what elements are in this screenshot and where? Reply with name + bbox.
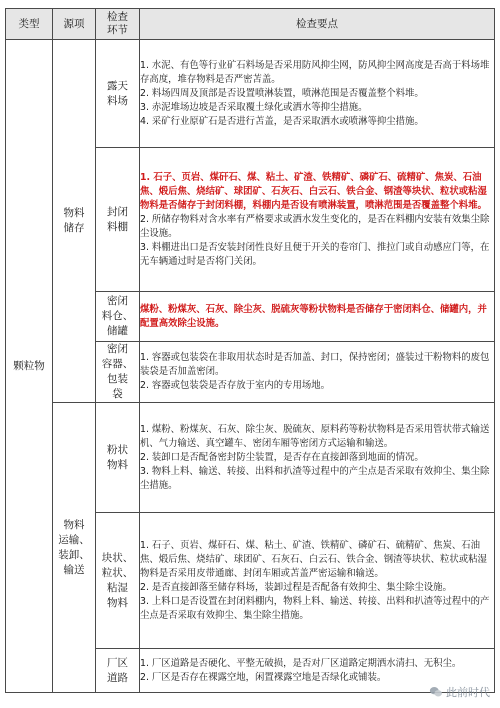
header-points: 检查要点 (140, 9, 495, 40)
header-source: 源项 (53, 9, 96, 40)
env-road: 厂区 道路 (96, 649, 140, 693)
point-text: 1. 厂区道路是否硬化、平整无破损，是否对厂区道路定期洒水清扫、无积尘。 (140, 657, 462, 669)
point-text: 2. 装卸口是否配备密封防尘装置，是否存在直接卸落到地面的情况。 (140, 451, 424, 463)
point-text-highlight: 煤粉、粉煤灰、石灰、除尘灰、脱硫灰等粉状物料是否储存于密闭料仓、储罐内，并配置高效除尘设施。 (140, 303, 487, 329)
source-transport: 物料 运输、 装卸、 输送 (53, 403, 96, 693)
point-text: 3. 物料上料、输送、转接、出料和扒渣等过程中的产尘点是否采取有效抑尘、集尘除尘措施。 (140, 465, 490, 491)
point-text: 3. 料棚进出口是否安装封闭性良好且便于开关的卷帘门、推拉门或自动感应门等，在无车辆通过时是否将门关闭。 (140, 241, 490, 267)
points-powder (140, 403, 495, 513)
points-lump (140, 513, 495, 649)
env-silo: 密闭 料仓、 储罐 (96, 292, 140, 342)
header-env: 检查 环节 (96, 9, 140, 40)
point-text: 3. 赤泥堆场边坡是否采取覆土绿化或洒水等抑尘措施。 (140, 101, 368, 113)
table-row (6, 403, 495, 513)
source-storage: 物料 储存 (53, 40, 96, 403)
point-text: 1. 水泥、有色等行业矿石料场是否采用防风抑尘网，防风抑尘网高度是否高于料场堆存高度，堆存物料是否严密苫盖。 (140, 59, 490, 85)
point-text: 2. 料场四周及顶部是否设置喷淋装置，喷淋范围是否覆盖整个料堆。 (140, 87, 424, 99)
point-text: 2. 容器或包装袋是否存放于室内的专用场地。 (140, 380, 331, 391)
point-text: 2. 所储存物料对含水率有严格要求或洒水发生变化的，是否在料棚内安装有效集尘除尘设施。 (140, 213, 490, 239)
table-header-row (6, 9, 495, 40)
env-closed-shed: 封闭 料棚 (96, 148, 140, 292)
point-text: 1. 煤粉、粉煤灰、石灰、除尘灰、脱硫灰、原料药等粉状物料是否采用管状带式输送机、气力输送、真空罐车、密闭车厢等密闭方式运输和输送。 (140, 423, 490, 449)
inspection-table (5, 8, 495, 693)
table-row (6, 40, 495, 148)
env-container: 密闭 容器、 包装 袋 (96, 342, 140, 403)
point-text-highlight: 1. 石子、页岩、煤矸石、煤、粘土、矿渣、铁精矿、磷矿石、硫精矿、焦炭、石油焦、煅后焦、烧结矿、球团矿、石灰石、白云石、铁合金、钢渣等块状、粒状或粘湿物料是否储存于封闭料棚，料棚内是否设有喷淋装置，喷淋范围是否覆盖整个料堆。 (140, 171, 487, 211)
point-text: 1. 石子、页岩、煤矸石、煤、粘土、矿渣、铁精矿、磷矿石、硫精矿、焦炭、石油焦、煅后焦、烧结矿、球团矿、石灰石、白云石、铁合金、钢渣等块状、粒状或粘湿物料是否采用皮带通廊、封闭车厢或苫盖严密运输和输送。 (140, 539, 487, 579)
point-text: 1. 容器或包装袋在非取用状态时是否加盖、封口，保持密闭；盛装过干粉物料的废包装袋是否加盖密闭。 (140, 352, 490, 377)
point-text: 3. 上料口是否设置在封闭料棚内，物料上料、输送、转接、出料和扒渣等过程中的产尘点是否采取有效抑尘、集尘除尘措施。 (140, 595, 490, 621)
category-cell: 颗粒物 (6, 40, 53, 693)
env-powder: 粉状 物料 (96, 403, 140, 513)
watermark-text: 此前时代 (446, 686, 490, 699)
wechat-logo-icon (429, 685, 443, 699)
points-open-yard (140, 40, 495, 148)
watermark (429, 684, 490, 700)
point-text: 4. 采矿行业原矿石是否进行苫盖，是否采取洒水或喷淋等抑尘措施。 (140, 115, 424, 127)
point-text: 2. 厂区是否存在裸露空地，闲置裸露空地是否绿化或铺装。 (140, 671, 387, 683)
points-silo (140, 292, 495, 342)
header-type: 类型 (6, 9, 53, 40)
env-open-yard: 露天 料场 (96, 40, 140, 148)
env-lump: 块状、 粒状、 粘湿 物料 (96, 513, 140, 649)
point-text: 2. 是否直接卸落至储存料场，装卸过程是否配备有效抑尘、集尘除尘设施。 (140, 581, 452, 593)
points-closed-shed (140, 148, 495, 292)
points-container (140, 342, 495, 403)
